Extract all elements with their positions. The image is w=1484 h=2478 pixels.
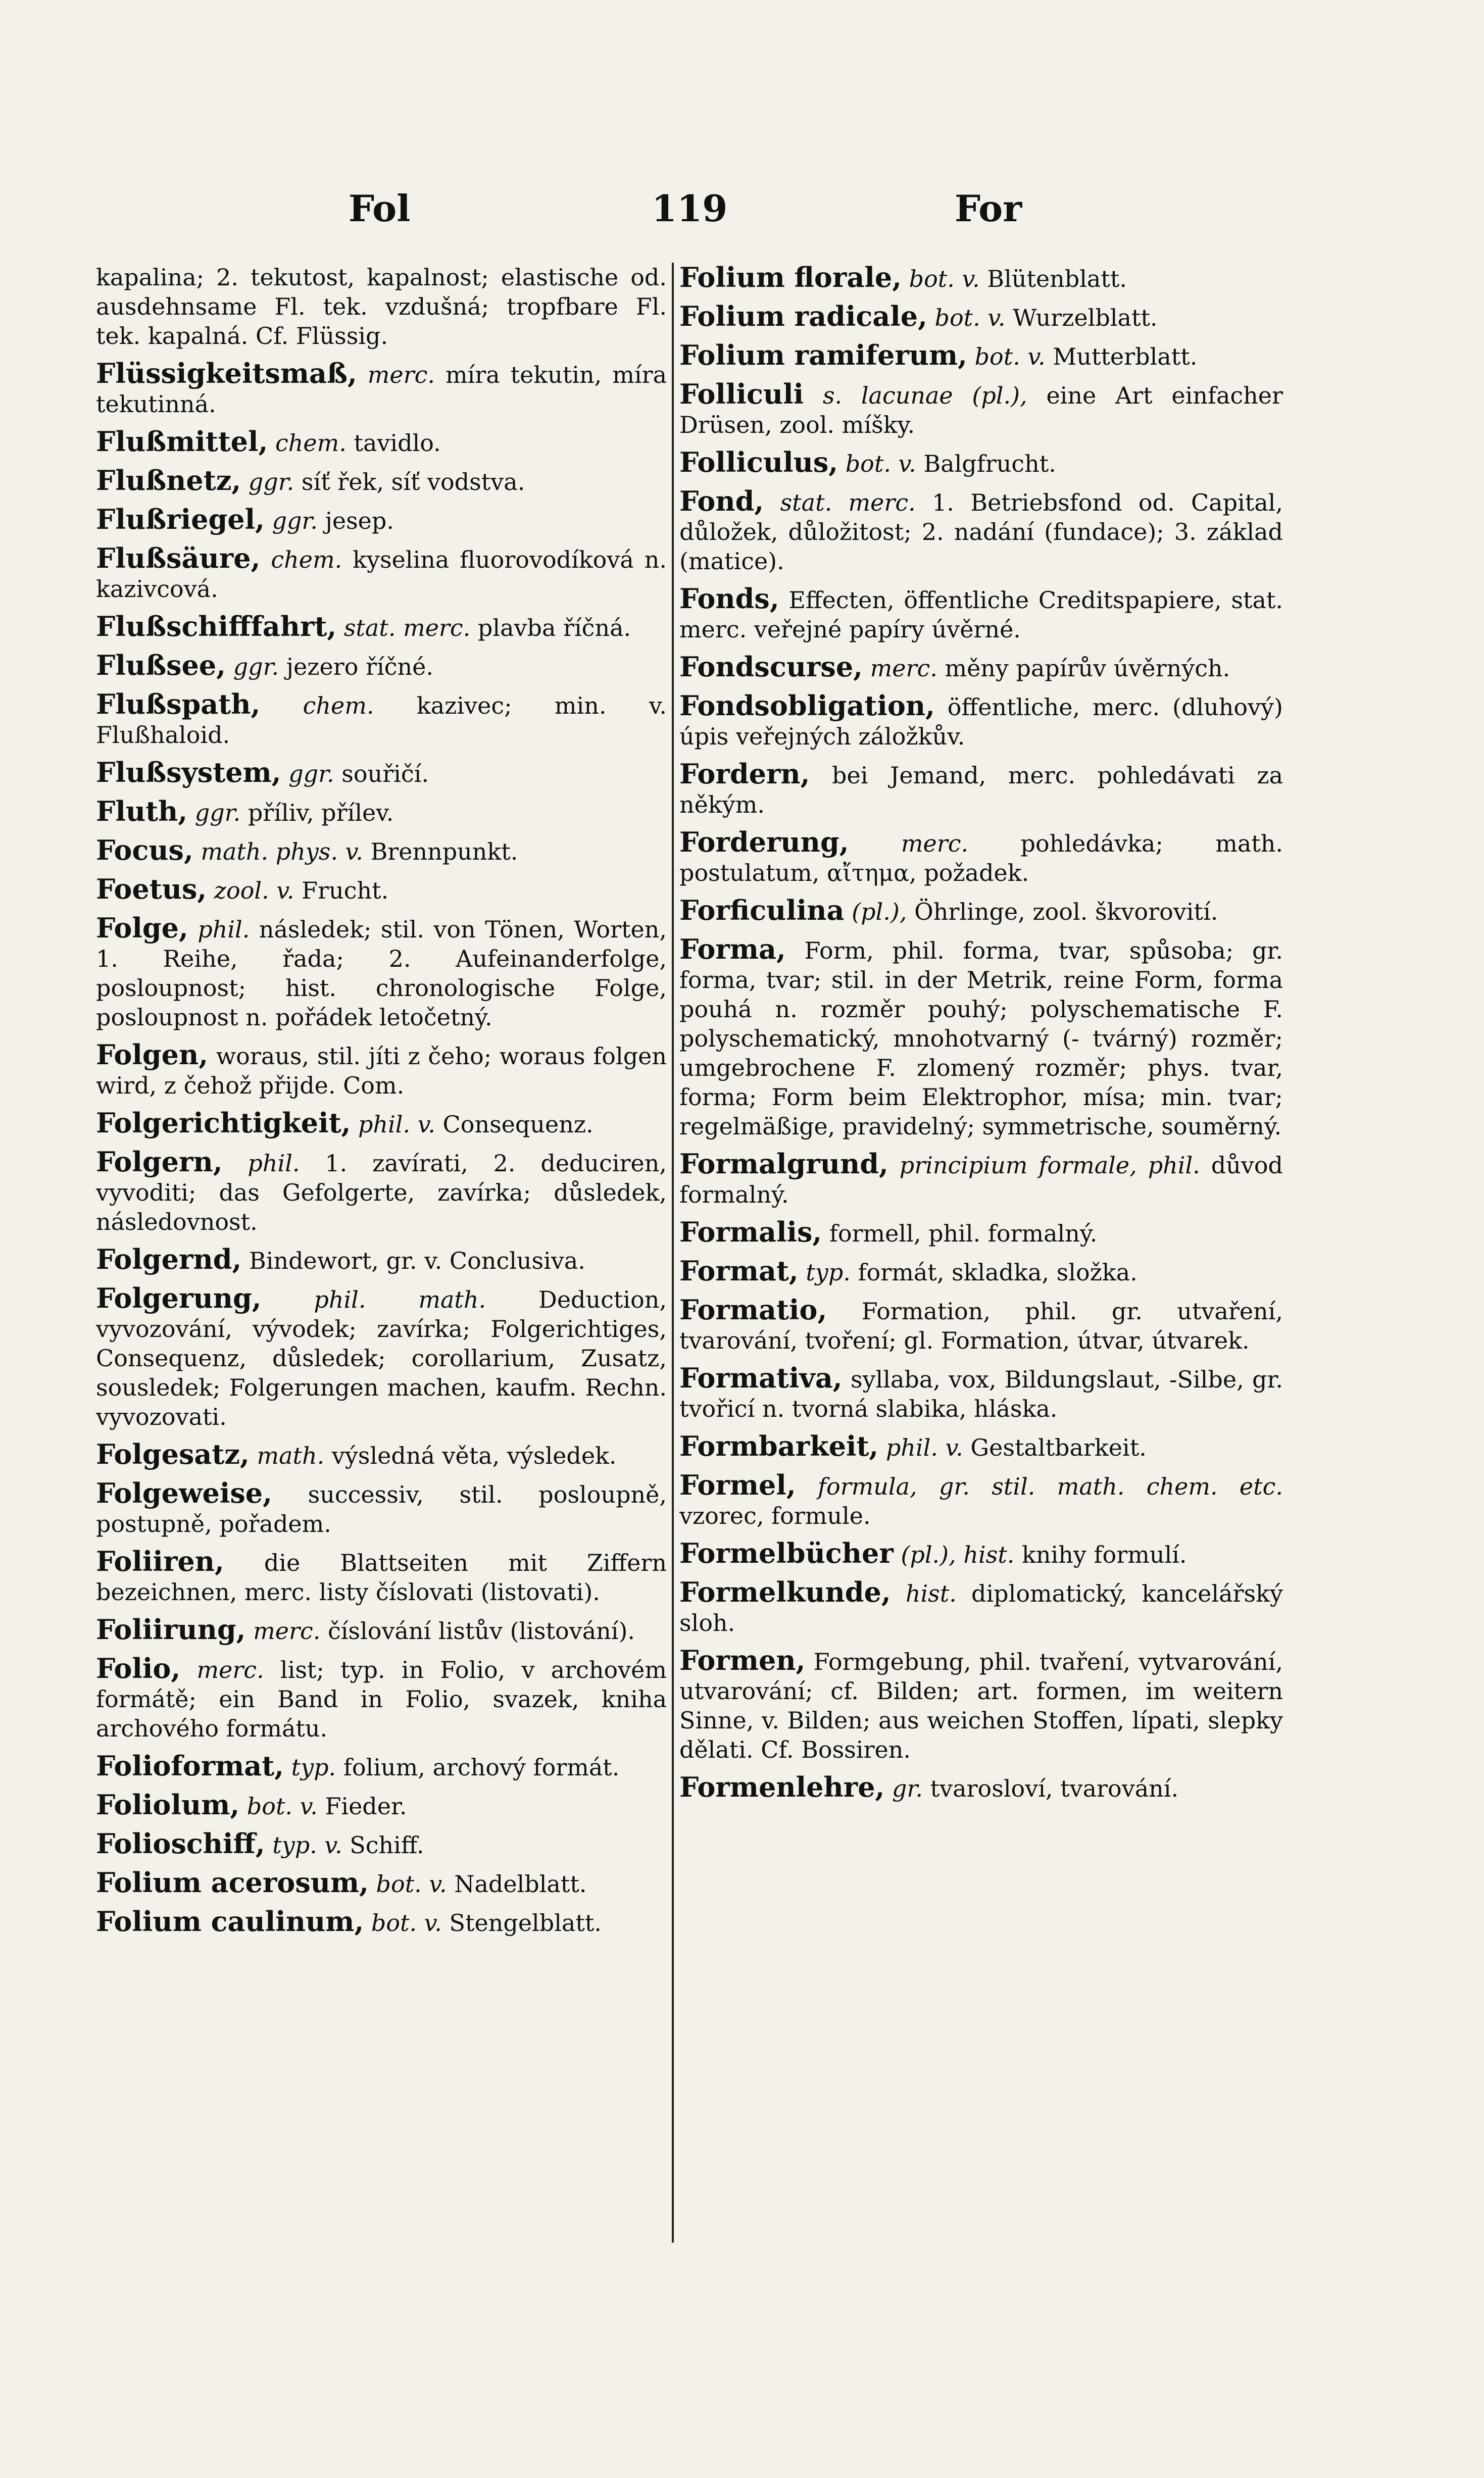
dictionary-entry <box>96 1040 667 1100</box>
entry-headword: Folgernd, <box>96 1243 242 1275</box>
dictionary-entry <box>679 1577 1283 1638</box>
dictionary-entry <box>679 896 1283 926</box>
entry-headword: Foliirung, <box>96 1613 246 1646</box>
entry-grammar-label: ggr. <box>248 468 294 495</box>
entry-grammar-label: stat. merc. <box>780 489 916 516</box>
dictionary-entry <box>96 1615 667 1646</box>
entry-grammar-label: merc. <box>253 1617 321 1645</box>
entry-definition: Blütenblatt. <box>987 265 1127 292</box>
dictionary-entry <box>96 835 667 866</box>
dictionary-entry <box>679 448 1283 478</box>
entry-headword: Flußmittel, <box>96 425 268 458</box>
entry-grammar-label: formula, gr. stil. math. chem. etc. <box>817 1473 1283 1500</box>
entry-definition: knihy formulí. <box>1022 1541 1187 1568</box>
entry-definition: následek; stil. von Tönen, Worten, 1. Reihe, řada; 2. Aufeinanderfolge, posloupnost; hist. chronologische Folge, posloupnost n. pořádek letočetný. <box>96 916 667 1031</box>
entry-definition: woraus, stil. jíti z čeho; woraus folgen wird, z čehož přijde. Com. <box>96 1043 667 1099</box>
entry-headword: Flußnetz, <box>96 464 241 497</box>
entry-grammar-label: merc. <box>901 830 969 857</box>
column-divider <box>672 263 674 2243</box>
entry-definition: diplomatický, kancelářský sloh. <box>679 1580 1283 1637</box>
right-column <box>679 263 1283 1811</box>
dictionary-entry <box>679 302 1283 332</box>
entry-definition: formell, phil. formalný. <box>829 1220 1098 1247</box>
entry-grammar-label: bot. v. <box>246 1793 318 1820</box>
entry-headword: Formbarkeit, <box>679 1430 879 1462</box>
dictionary-entry <box>96 263 667 351</box>
entry-definition: bei Jemand, merc. pohledávati za někým. <box>679 762 1283 818</box>
header-right-guideword: For <box>955 187 1022 230</box>
entry-headword: Formelkunde, <box>679 1576 891 1608</box>
entry-definition: tavidlo. <box>354 429 441 457</box>
dictionary-entry <box>96 543 667 604</box>
entry-headword: Flußsäure, <box>96 542 261 574</box>
dictionary-entry <box>96 1478 667 1539</box>
entry-definition: číslování listův (listování). <box>327 1617 635 1645</box>
page-header <box>0 187 1484 242</box>
entry-definition: list; typ. in Folio, v archovém formátě; ein Band in Folio, svazek, kniha archového formátu. <box>96 1656 667 1742</box>
entry-headword: Fond, <box>679 485 764 517</box>
dictionary-entry <box>679 1470 1283 1530</box>
entry-definition: souřičí. <box>341 760 429 787</box>
entry-headword: Formelbücher <box>679 1537 894 1569</box>
dictionary-entry <box>679 584 1283 644</box>
entry-definition: výsledná věta, výsledek. <box>331 1442 617 1469</box>
dictionary-entry <box>679 486 1283 576</box>
entry-grammar-label: merc. <box>367 361 435 388</box>
entry-grammar-label: bot. v. <box>845 450 916 477</box>
entry-headword: Flußsystem, <box>96 756 281 788</box>
entry-definition: folium, archový formát. <box>343 1754 620 1781</box>
entry-grammar-label: typ. <box>291 1754 336 1781</box>
page-number: 119 <box>652 187 728 230</box>
entry-grammar-label: bot. v. <box>934 304 1006 331</box>
entry-headword: Formativa, <box>679 1362 843 1394</box>
entry-headword: Fordern, <box>679 758 810 790</box>
entry-grammar-label: gr. <box>892 1775 923 1802</box>
dictionary-entry <box>96 427 667 458</box>
entry-definition: kapalina; 2. tekutost, kapalnost; elastische od. ausdehnsame Fl. tek. vzdušná; tropfbare Fl. tek. kapalná. Cf. Flüssig. <box>96 264 667 350</box>
entry-grammar-label: merc. <box>870 655 937 682</box>
entry-definition: Öhrlinge, zool. škvorovití. <box>914 898 1218 925</box>
entry-grammar-label: zool. v. <box>214 877 294 904</box>
entry-grammar-label: bot. v. <box>974 343 1046 370</box>
entry-headword: Folium caulinum, <box>96 1905 364 1938</box>
entry-definition: tvarosloví, tvarování. <box>930 1775 1179 1802</box>
entry-grammar-label: typ. v. <box>272 1831 342 1859</box>
entry-definition: kyselina fluorovodíková n. kazivcová. <box>96 546 667 603</box>
entry-headword: Folio, <box>96 1652 181 1684</box>
entry-grammar-label: bot. v. <box>909 265 980 292</box>
entry-definition: formát, skladka, složka. <box>858 1259 1137 1286</box>
entry-headword: Fondscurse, <box>679 651 863 683</box>
entry-definition: Formgebung, phil. tvaření, vytvarování, utvarování; cf. Bilden; art. formen, im weitern Sinne, v. Bilden; aus weichen Stoffen, lípati, slepky dělati. Cf. Bossiren. <box>679 1648 1283 1763</box>
entry-definition: důvod formalný. <box>679 1152 1283 1208</box>
entry-definition: jezero říčné. <box>286 653 433 680</box>
dictionary-entry <box>96 1790 667 1821</box>
entry-grammar-label: phil. <box>248 1150 300 1177</box>
entry-headword: Flußsee, <box>96 649 226 681</box>
entry-definition: vzorec, formule. <box>679 1502 871 1529</box>
entry-definition: successiv, stil. posloupně, postupně, pořadem. <box>96 1481 667 1538</box>
dictionary-entry <box>96 1751 667 1782</box>
dictionary-entry <box>679 1431 1283 1462</box>
entry-definition: plavba říčná. <box>477 614 631 641</box>
entry-headword: Folliculi <box>679 378 804 410</box>
dictionary-entry <box>96 612 667 642</box>
entry-headword: Formenlehre, <box>679 1771 885 1803</box>
dictionary-entry <box>96 1547 667 1607</box>
entry-grammar-label: ggr. <box>272 507 318 534</box>
dictionary-entry <box>96 651 667 681</box>
dictionary-entry <box>96 505 667 535</box>
entry-grammar-label: chem. <box>271 546 342 573</box>
entry-grammar-label: math. phys. v. <box>201 838 363 865</box>
entry-headword: Formalgrund, <box>679 1148 888 1180</box>
entry-headword: Formatio, <box>679 1294 827 1326</box>
entry-definition: Mutterblatt. <box>1053 343 1198 370</box>
entry-headword: Foliolum, <box>96 1789 240 1821</box>
dictionary-entry <box>96 758 667 788</box>
entry-definition: syllaba, vox, Bildungslaut, -Silbe, gr. tvořicí n. tvorná slabika, hláska. <box>679 1366 1283 1422</box>
entry-definition: Effecten, öffentliche Creditspapiere, stat. merc. veřejné papíry úvěrné. <box>679 586 1283 643</box>
entry-headword: Formen, <box>679 1644 806 1676</box>
dictionary-entry <box>96 1829 667 1860</box>
dictionary-entry <box>96 1245 667 1275</box>
entry-headword: Fluth, <box>96 795 188 827</box>
entry-grammar-label: (pl.), hist. <box>901 1541 1015 1568</box>
dictionary-entry <box>679 827 1283 887</box>
entry-headword: Folgeweise, <box>96 1477 272 1509</box>
entry-headword: Format, <box>679 1255 799 1287</box>
entry-definition: Consequenz. <box>442 1111 593 1138</box>
entry-headword: Forderung, <box>679 826 849 858</box>
dictionary-entry <box>96 1440 667 1470</box>
dictionary-entry <box>679 1217 1283 1248</box>
entry-grammar-label: stat. merc. <box>343 614 471 641</box>
entry-headword: Forficulina <box>679 894 845 926</box>
entry-headword: Flußriegel, <box>96 503 265 535</box>
entry-headword: Foetus, <box>96 873 207 905</box>
dictionary-entry <box>679 1295 1283 1355</box>
left-column <box>96 263 667 1946</box>
dictionary-entry <box>96 1868 667 1899</box>
entry-headword: Flußschifffahrt, <box>96 610 337 642</box>
entry-headword: Folium acerosum, <box>96 1866 369 1899</box>
dictionary-entry <box>96 1283 667 1431</box>
entry-definition: Nadelblatt. <box>454 1870 587 1898</box>
dictionary-entry <box>96 874 667 905</box>
entry-definition: Deduction, vyvozování, vývodek; zavírka; Folgerichtiges, Consequenz, důsledek; corollarium, Zusatz, sousledek; Folgerungen machen, kaufm. Rechn. vyvozovati. <box>96 1286 667 1430</box>
dictionary-entry <box>679 1539 1283 1569</box>
entry-definition: Formation, phil. gr. utvaření, tvarování, tvoření; gl. Formation, útvar, útvarek. <box>679 1298 1283 1354</box>
dictionary-entry <box>679 1149 1283 1209</box>
entry-grammar-label: principium formale, phil. <box>899 1152 1200 1179</box>
entry-definition: síť řek, síť vodstva. <box>301 468 525 495</box>
entry-headword: Folliculus, <box>679 446 838 478</box>
header-left-guideword: Fol <box>349 187 411 230</box>
entry-headword: Formalis, <box>679 1216 822 1248</box>
entry-headword: Folium florale, <box>679 261 902 293</box>
entry-definition: příliv, přílev. <box>248 799 394 826</box>
entry-definition: Frucht. <box>302 877 389 904</box>
entry-headword: Forma, <box>679 933 786 965</box>
entry-grammar-label: math. <box>257 1442 325 1469</box>
entry-headword: Folgerung, <box>96 1282 262 1314</box>
entry-grammar-label: bot. v. <box>371 1909 442 1937</box>
entry-definition: Gestaltbarkeit. <box>970 1434 1147 1461</box>
dictionary-entry <box>679 691 1283 751</box>
entry-headword: Folium ramiferum, <box>679 339 967 371</box>
entry-headword: Fonds, <box>679 582 779 615</box>
entry-definition: öffentliche, merc. (dluhový) úpis veřejných záložkův. <box>679 693 1283 750</box>
entry-definition: jesep. <box>325 507 394 534</box>
entry-headword: Folgerichtigkeit, <box>96 1107 351 1139</box>
dictionary-entry <box>679 1772 1283 1803</box>
dictionary-entry <box>679 379 1283 439</box>
entry-headword: Folgen, <box>96 1038 209 1071</box>
dictionary-entry <box>679 1256 1283 1287</box>
entry-definition: Balgfrucht. <box>923 450 1056 477</box>
dictionary-entry <box>96 1147 667 1236</box>
entry-headword: Fondsobligation, <box>679 689 935 722</box>
entry-definition: míra tekutin, míra tekutinná. <box>96 361 667 418</box>
entry-definition: eine Art einfacher Drüsen, zool. míšky. <box>679 382 1283 438</box>
entry-definition: Stengelblatt. <box>449 1909 602 1937</box>
dictionary-entry <box>679 759 1283 819</box>
entry-definition: Form, phil. forma, tvar, spůsoba; gr. forma, tvar; stil. in der Metrik, reine Form, forma pouhá n. rozměr pouhý; polyschematische F. polyschematický, mnohotvarný (- tvárný) rozměr; umgebrochene F. zlomený rozměr; phys. tvar, forma; Form beim Elektrophor, mísa; min. tvar; regelmäßige, pravidelný; symmetrische, souměrný. <box>679 937 1283 1140</box>
entry-grammar-label: s. lacunae (pl.), <box>822 382 1027 409</box>
entry-headword: Folioformat, <box>96 1750 284 1782</box>
entry-headword: Folge, <box>96 912 188 944</box>
dictionary-entry <box>96 1907 667 1938</box>
entry-grammar-label: ggr. <box>233 653 279 680</box>
entry-grammar-label: hist. <box>905 1580 957 1607</box>
entry-definition: měny papírův úvěrných. <box>945 655 1230 682</box>
entry-headword: Folgesatz, <box>96 1438 250 1470</box>
entry-grammar-label: merc. <box>196 1656 264 1683</box>
dictionary-entry <box>96 797 667 827</box>
entry-definition: 1. zavírati, 2. deduciren, vyvoditi; das Gefolgerte, zavírka; důsledek, následovnost. <box>96 1150 667 1235</box>
entry-grammar-label: typ. <box>806 1259 851 1286</box>
entry-grammar-label: chem. <box>275 429 347 457</box>
dictionary-entry <box>679 340 1283 371</box>
entry-grammar-label: (pl.), <box>852 898 907 925</box>
entry-headword: Folium radicale, <box>679 300 927 332</box>
dictionary-entry <box>679 1363 1283 1423</box>
entry-headword: Foliiren, <box>96 1545 224 1577</box>
entry-definition: Wurzelblatt. <box>1013 304 1158 331</box>
entry-headword: Flüssigkeitsmaß, <box>96 357 357 389</box>
entry-grammar-label: phil. v. <box>358 1111 435 1138</box>
entry-grammar-label: bot. v. <box>376 1870 447 1898</box>
dictionary-entry <box>679 652 1283 683</box>
entry-grammar-label: phil. v. <box>885 1434 963 1461</box>
entry-definition: 1. Betriebsfond od. Capital, důložek, důložitost; 2. nadání (fundace); 3. základ (matice). <box>679 489 1283 575</box>
entry-headword: Folgern, <box>96 1146 223 1178</box>
dictionary-entry <box>679 1646 1283 1764</box>
entry-headword: Focus, <box>96 834 193 866</box>
entry-headword: Flußspath, <box>96 688 261 720</box>
entry-definition: die Blattseiten mit Ziffern bezeichnen, merc. listy číslovati (listovati). <box>96 1549 667 1606</box>
dictionary-entry <box>96 1654 667 1743</box>
entry-definition: pohledávka; math. postulatum, αἴτημα, požadek. <box>679 830 1283 886</box>
entry-headword: Formel, <box>679 1469 796 1501</box>
entry-grammar-label: ggr. <box>194 799 241 826</box>
dictionary-entry <box>679 934 1283 1141</box>
entry-grammar-label: chem. <box>303 692 374 719</box>
dictionary-entry <box>679 263 1283 293</box>
entry-definition: Bindewort, gr. v. Conclusiva. <box>249 1247 585 1274</box>
dictionary-entry <box>96 1108 667 1139</box>
entry-grammar-label: phil. math. <box>314 1286 486 1313</box>
entry-definition: Schiff. <box>350 1831 424 1859</box>
entry-grammar-label: ggr. <box>288 760 334 787</box>
entry-definition: Brennpunkt. <box>370 838 518 865</box>
entry-grammar-label: phil. <box>197 916 250 943</box>
dictionary-entry <box>96 689 667 750</box>
entry-definition: Fieder. <box>325 1793 407 1820</box>
dictionary-entry <box>96 466 667 497</box>
entry-headword: Folioschiff, <box>96 1827 265 1860</box>
dictionary-entry <box>96 359 667 419</box>
entry-definition: kazivec; min. v. Flußhaloid. <box>96 692 667 749</box>
dictionary-entry <box>96 913 667 1032</box>
